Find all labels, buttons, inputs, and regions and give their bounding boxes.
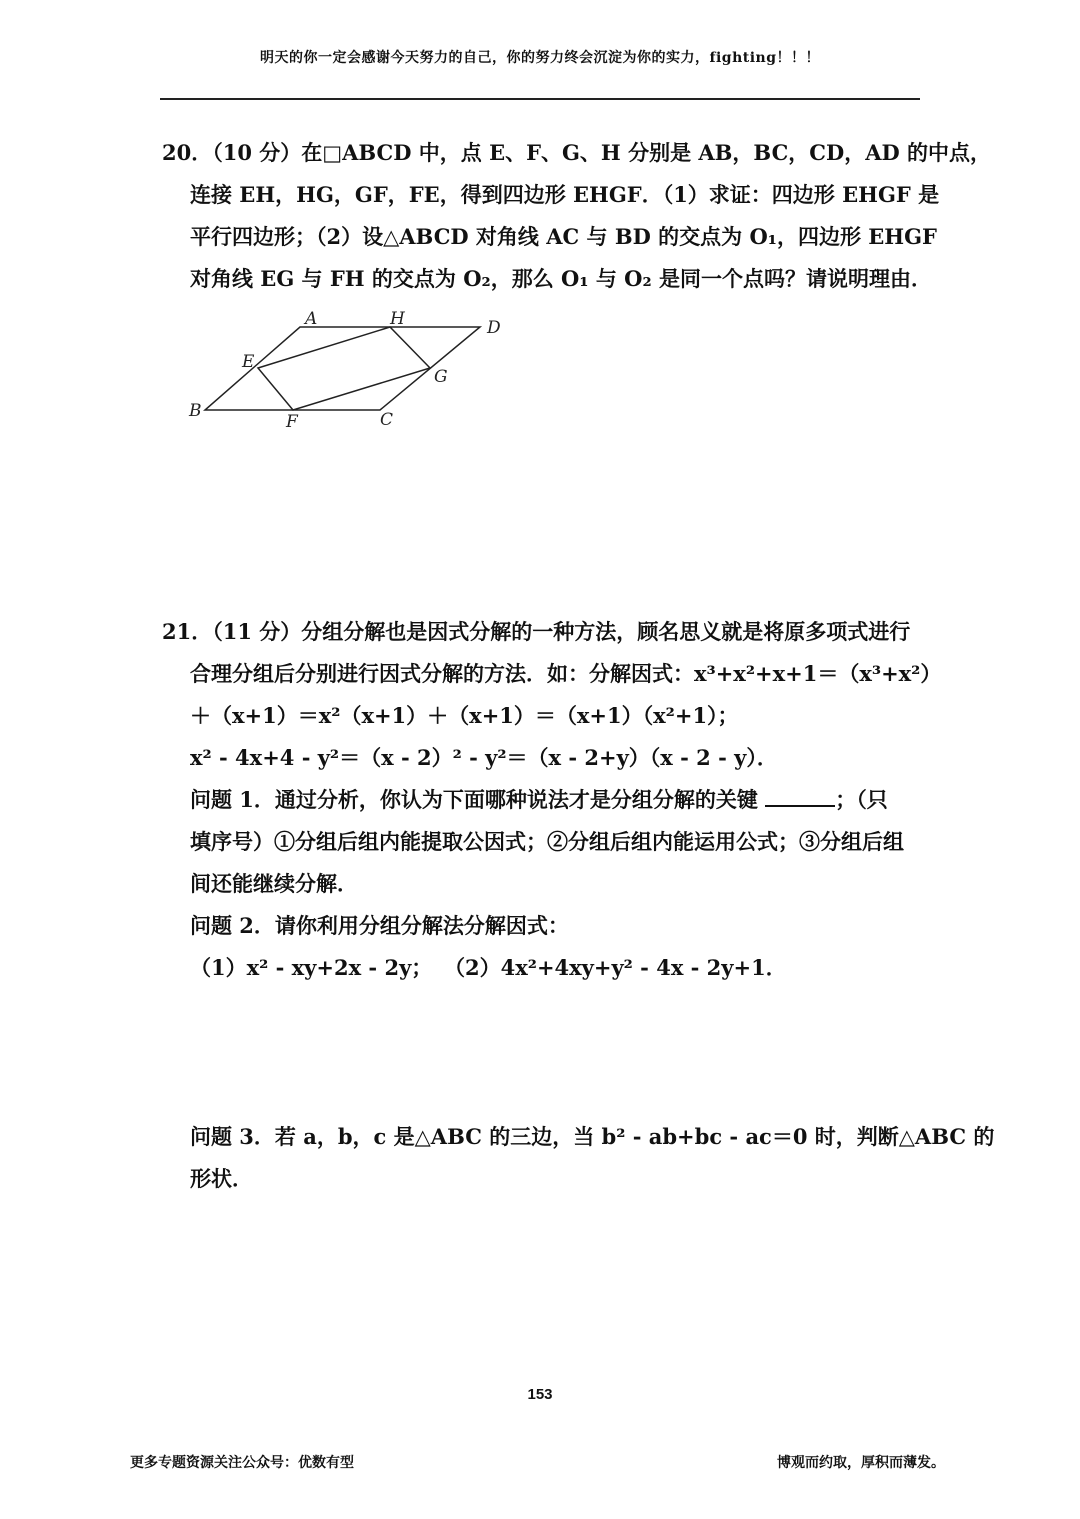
label-d: D [487, 318, 501, 338]
label-h: H [390, 309, 405, 329]
q21-problem-1-line-3: 间还能继续分解． [190, 871, 358, 896]
q21-problem-2-item-1: （1）x² - xy+2x - 2y； [190, 955, 433, 980]
q21-problem-3-line-2: 形状． [190, 1166, 253, 1191]
q21-line-1: 21．（11 分）分组分解也是因式分解的一种方法，顾名思义就是将原多项式进行 [162, 619, 911, 644]
q21-problem-1 [190, 785, 950, 815]
q21-problem-3: 问题 3．若 a，b，c 是△ABC 的三边，当 b² - ab+bc - ac＝0 时，判断△ABC 的 [190, 1124, 995, 1149]
q20-line-2: 连接 EH，HG，GF，FE，得到四边形 EHGF．（1）求证：四边形 EHGF 是 [190, 182, 940, 207]
footer-right: 博观而约取，厚积而薄发。 [777, 1455, 945, 1471]
q21-problem-2: 问题 2．请你利用分组分解法分解因式： [190, 913, 569, 938]
q21-line-2: 合理分组后分别进行因式分解的方法．如：分解因式：x³+x²+x+1＝（x³+x²） [190, 661, 942, 686]
q20-line-1: 20．（10 分）在□ABCD 中，点 E、F、G、H 分别是 AB，BC，CD，AD 的中点， [162, 140, 992, 165]
label-g: G [434, 367, 448, 387]
footer-left: 更多专题资源关注公众号：优数有型 [130, 1455, 354, 1471]
q21-problem-1-line-2: 填序号）①分组后组内能提取公因式；②分组后组内能运用公式；③分组后组 [190, 829, 904, 854]
q21-line-4: x² - 4x+4 - y²＝（x - 2）² - y²＝（x - 2+y）（x - 2 - y）． [190, 745, 778, 770]
parallelogram-diagram [180, 300, 520, 435]
label-b: B [189, 401, 202, 421]
q21-line-3: ＋（x+1）＝x²（x+1）＋（x+1）＝（x+1）（x²+1）； [190, 703, 739, 728]
problem-1-text-end: ；（只 [835, 787, 888, 812]
page-number: 153 [527, 1386, 553, 1403]
header-rule [160, 98, 920, 100]
label-a: A [305, 309, 318, 329]
label-f: F [286, 412, 298, 432]
q20-line-4: 对角线 EG 与 FH 的交点为 O₂，那么 O₁ 与 O₂ 是同一个点吗？请说明理由． [190, 266, 932, 291]
q21-problem-2-item-2: （2）4x²+4xy+y² - 4x - 2y+1． [444, 955, 787, 980]
answer-blank[interactable] [765, 789, 835, 807]
q20-line-3: 平行四边形；（2）设△ABCD 对角线 AC 与 BD 的交点为 O₁，四边形 EHGF [190, 224, 937, 249]
label-c: C [380, 410, 394, 430]
label-e: E [242, 352, 255, 372]
page-header-motto: 明天的你一定会感谢今天努力的自己，你的努力终会沉淀为你的实力，fighting！！！ [259, 50, 821, 66]
problem-1-text: 问题 1．通过分析，你认为下面哪种说法才是分组分解的关键 [190, 787, 766, 812]
quadrilateral-ehgf [258, 327, 430, 410]
